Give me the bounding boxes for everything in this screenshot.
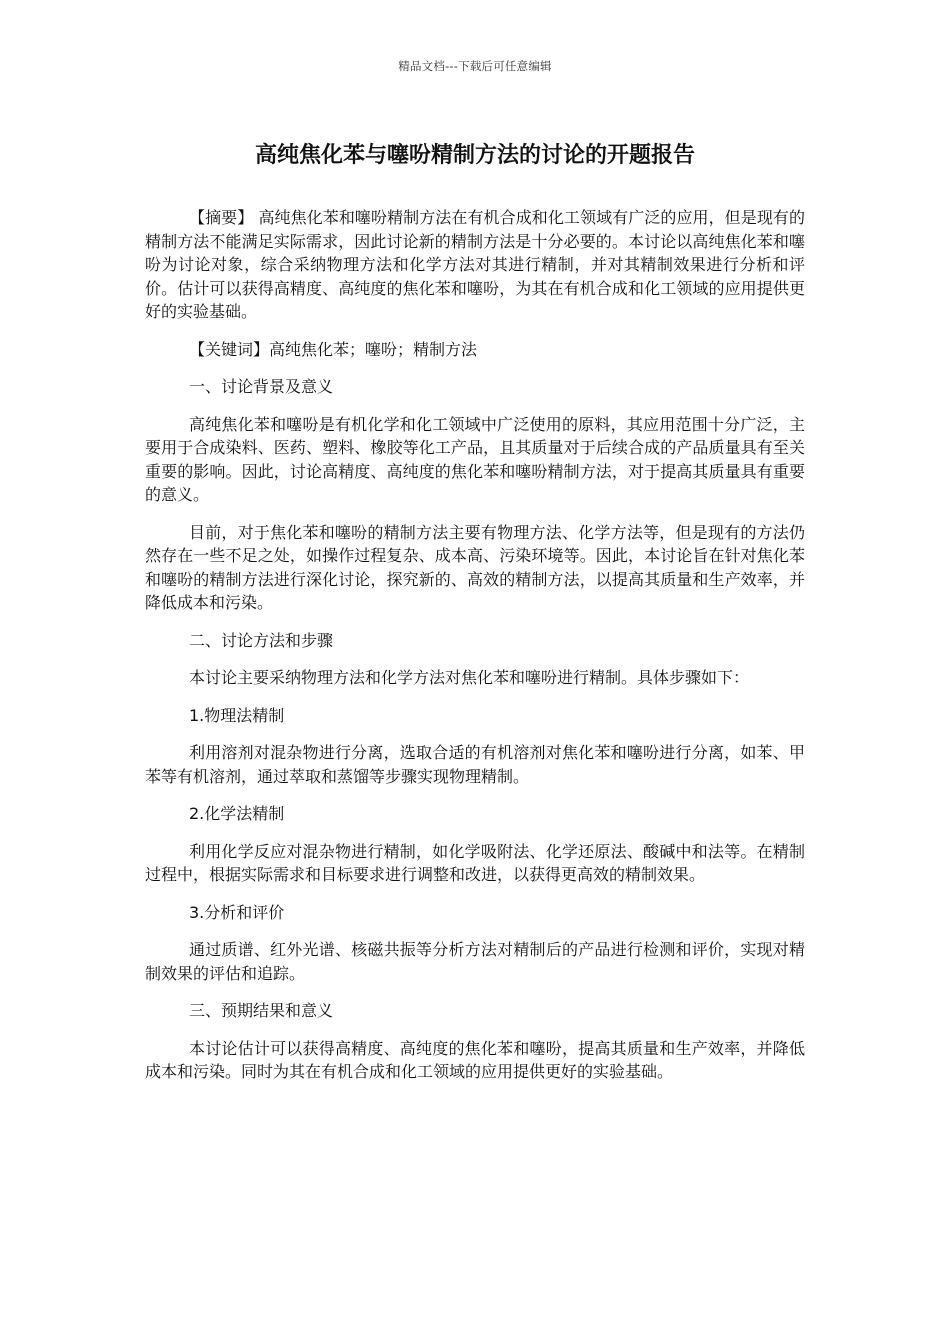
subheading-physical-refining: 1.物理法精制 xyxy=(189,705,285,725)
keywords-paragraph: 【关键词】高纯焦化苯；噻吩；精制方法 xyxy=(189,339,478,359)
document-body xyxy=(145,206,805,1098)
subheading-analysis-evaluation: 3.分析和评价 xyxy=(189,902,285,922)
body-paragraph: 通过质谱、红外光谱、核磁共振等分析方法对精制后的产品进行检测和评价，实现对精制效果的评估和追踪。 xyxy=(145,940,805,983)
section-heading-methods: 二、讨论方法和步骤 xyxy=(189,630,334,650)
section-heading-expected-results: 三、预期结果和意义 xyxy=(189,1001,334,1020)
document-title: 高纯焦化苯与噻吩精制方法的讨论的开题报告 xyxy=(254,143,695,168)
body-paragraph: 利用溶剂对混杂物进行分离，选取合适的有机溶剂对焦化苯和噻吩进行分离，如苯、甲苯等有机溶剂，通过萃取和蒸馏等步骤实现物理精制。 xyxy=(145,743,805,786)
body-paragraph: 利用化学反应对混杂物进行精制，如化学吸附法、化学还原法、酸碱中和法等。在精制过程中，根据实际需求和目标要求进行调整和改进，以获得更高效的精制效果。 xyxy=(145,841,805,884)
body-paragraph: 高纯焦化苯和噻吩是有机化学和化工领域中广泛使用的原料，其应用范围十分广泛，主要用于合成染料、医药、塑料、橡胶等化工产品，且其质量对于后续合成的产品质量具有至关重要的影响。因此，讨论高精度、高纯度的焦化苯和噻吩精制方法，对于提高其质量具有重要的意义。 xyxy=(145,414,805,504)
body-paragraph: 目前，对于焦化苯和噻吩的精制方法主要有物理方法、化学方法等，但是现有的方法仍然存在一些不足之处，如操作过程复杂、成本高、污染环境等。因此，本讨论旨在针对焦化苯和噻吩的精制方法进行深化讨论，探究新的、高效的精制方法，以提高其质量和生产效率，并降低成本和污染。 xyxy=(145,522,805,612)
abstract-paragraph: 【摘要】 高纯焦化苯和噻吩精制方法在有机合成和化工领域有广泛的应用，但是现有的精制方法不能满足实际需求，因此讨论新的精制方法是十分必要的。本讨论以高纯焦化苯和噻吩为讨论对象，综合采纳物理方法和化学方法对其进行精制，并对其精制效果进行分析和评价。估计可以获得高精度、高纯度的焦化苯和噻吩，为其在有机合成和化工领域的应用提供更好的实验基础。 xyxy=(145,208,805,321)
section-heading-background: 一、讨论背景及意义 xyxy=(189,377,334,396)
page-header: 精品文档---下载后可任意编辑 xyxy=(398,59,552,73)
body-paragraph: 本讨论估计可以获得高精度、高纯度的焦化苯和噻吩，提高其质量和生产效率，并降低成本和污染。同时为其在有机合成和化工领域的应用提供更好的实验基础。 xyxy=(145,1038,805,1081)
body-paragraph: 本讨论主要采纳物理方法和化学方法对焦化苯和噻吩进行精制。具体步骤如下： xyxy=(189,668,750,687)
subheading-chemical-refining: 2.化学法精制 xyxy=(189,804,285,823)
